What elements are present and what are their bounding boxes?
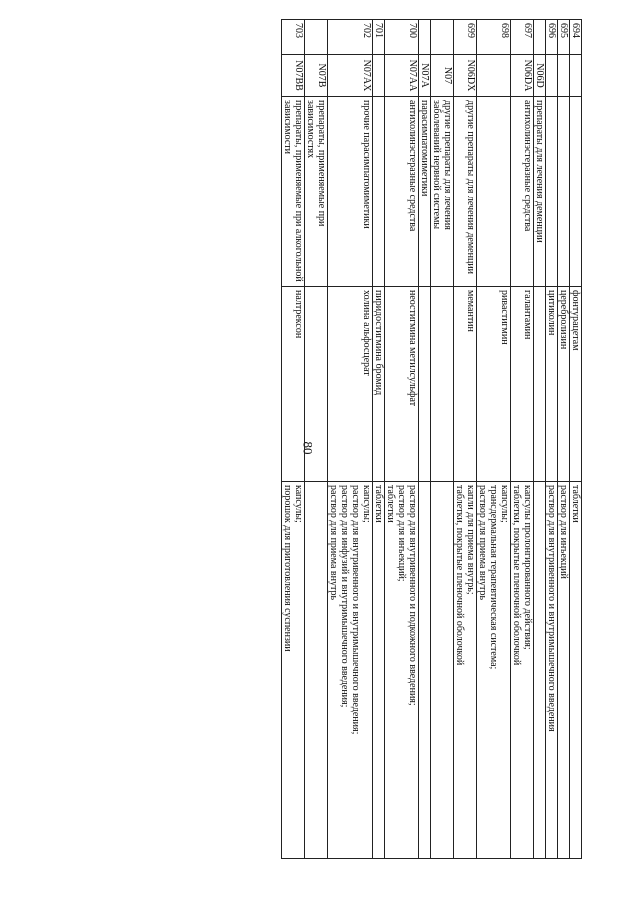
- table-row: [431, 20, 454, 859]
- group-name: антихолинэстеразные средства: [511, 97, 534, 287]
- dosage-forms: [328, 482, 373, 859]
- atc-code: [546, 55, 558, 97]
- dosage-form-item: капсулы;: [499, 485, 510, 523]
- group-name: [558, 97, 570, 287]
- atc-code: [477, 55, 511, 97]
- dosage-forms: [534, 482, 546, 859]
- dosage-form-item: раствор для внутривенного и внутримышечного введения;: [350, 485, 361, 735]
- substance-name: неостигмина метилсульфат: [385, 287, 419, 482]
- atc-code: N06DA: [511, 55, 534, 97]
- substance-name: [305, 287, 328, 482]
- dosage-form-item: капсулы;: [293, 485, 304, 523]
- row-number: 699: [454, 20, 477, 55]
- dosage-form-item: раствор для приема внутрь: [328, 485, 339, 601]
- table-row: [385, 20, 419, 859]
- atc-code: N07B: [305, 55, 328, 97]
- dosage-form-item: капли для приема внутрь;: [465, 485, 476, 595]
- row-number: 695: [558, 20, 570, 55]
- dosage-form-item: таблетки, покрытые пленочной оболочкой: [511, 485, 522, 666]
- table-row: [546, 20, 558, 859]
- substance-name: церебролизин: [558, 287, 570, 482]
- atc-code: [558, 55, 570, 97]
- dosage-form-item: раствор для внутривенного и внутримышечного введения: [546, 485, 557, 732]
- substance-name: [534, 287, 546, 482]
- group-name: [477, 97, 511, 287]
- table-row: [511, 20, 534, 859]
- row-number: [534, 20, 546, 55]
- group-name: препараты для лечения деменции: [534, 97, 546, 287]
- substance-name: [419, 287, 431, 482]
- dosage-form-item: трансдермальная терапевтическая система;: [488, 485, 499, 670]
- substance-name: холина альфосцерат: [328, 287, 373, 482]
- dosage-form-item: таблетки, покрытые пленочной оболочкой: [454, 485, 465, 666]
- group-name: другие препараты для лечения заболеваний нервной системы: [431, 97, 454, 287]
- dosage-form-item: раствор для инъекций: [558, 485, 569, 579]
- dosage-forms: [305, 482, 328, 859]
- row-number: 703: [282, 20, 305, 55]
- row-number: 701: [373, 20, 385, 55]
- table-row: [305, 20, 328, 859]
- substance-name: пиридостигмина бромид: [373, 287, 385, 482]
- group-name: [546, 97, 558, 287]
- row-number: 702: [328, 20, 373, 55]
- table-row: [282, 20, 305, 859]
- table-row: [477, 20, 511, 859]
- group-name: [373, 97, 385, 287]
- table-row: [373, 20, 385, 859]
- dosage-form-item: раствор для инъекций;: [396, 485, 407, 582]
- substance-name: [431, 287, 454, 482]
- dosage-forms: [373, 482, 385, 859]
- row-number: 698: [477, 20, 511, 55]
- substance-name: фонтурацетам: [570, 287, 582, 482]
- dosage-forms: [546, 482, 558, 859]
- drug-list-table-rotated: [92, 19, 582, 859]
- group-name: препараты, применяемые при алкогольной зависимости: [282, 97, 305, 287]
- table-row: [570, 20, 582, 859]
- dosage-form-item: раствор для инфузий и внутримышечного введения;: [339, 485, 350, 708]
- dosage-form-item: таблетки: [570, 485, 581, 523]
- dosage-forms: [558, 482, 570, 859]
- page-number: 80: [300, 441, 316, 455]
- atc-code: N07: [431, 55, 454, 97]
- dosage-forms: [419, 482, 431, 859]
- dosage-forms: [511, 482, 534, 859]
- group-name: парасимпатомиметики: [419, 97, 431, 287]
- table-row: [419, 20, 431, 859]
- table-row: [558, 20, 570, 859]
- substance-name: ривастигмин: [477, 287, 511, 482]
- group-name: другие препараты для лечения деменции: [454, 97, 477, 287]
- atc-code: N06DX: [454, 55, 477, 97]
- dosage-forms: [570, 482, 582, 859]
- drug-list-table: [281, 19, 582, 859]
- dosage-form-item: капсулы;: [361, 485, 372, 523]
- dosage-form-item: таблетки: [385, 485, 396, 523]
- row-number: 694: [570, 20, 582, 55]
- substance-name: мемантин: [454, 287, 477, 482]
- substance-name: налтрексон: [282, 287, 305, 482]
- dosage-forms: [477, 482, 511, 859]
- group-name: прочие парасимпатомиметики: [328, 97, 373, 287]
- table-row: [454, 20, 477, 859]
- table-row: [328, 20, 373, 859]
- atc-code: N07A: [419, 55, 431, 97]
- group-name: [570, 97, 582, 287]
- atc-code: N06D: [534, 55, 546, 97]
- substance-name: галантамин: [511, 287, 534, 482]
- atc-code: N07BB: [282, 55, 305, 97]
- group-name: препараты, применяемые при зависимостях: [305, 97, 328, 287]
- dosage-form-item: раствор для приема внутрь: [477, 485, 488, 601]
- atc-code: N07AA: [385, 55, 419, 97]
- dosage-form-item: порошок для приготовления суспензии: [282, 485, 293, 652]
- row-number: [419, 20, 431, 55]
- table-body: [282, 20, 582, 859]
- group-name: антихолинэстеразные средства: [385, 97, 419, 287]
- substance-name: цитиколин: [546, 287, 558, 482]
- dosage-forms: [431, 482, 454, 859]
- dosage-forms: [385, 482, 419, 859]
- row-number: 700: [385, 20, 419, 55]
- row-number: 697: [511, 20, 534, 55]
- dosage-form-item: капсулы пролонгированного действия;: [522, 485, 533, 650]
- row-number: [305, 20, 328, 55]
- row-number: [431, 20, 454, 55]
- dosage-form-item: раствор для внутривенного и подкожного введения;: [407, 485, 418, 706]
- table-row: [534, 20, 546, 859]
- dosage-forms: [282, 482, 305, 859]
- dosage-forms: [454, 482, 477, 859]
- atc-code: [570, 55, 582, 97]
- row-number: 696: [546, 20, 558, 55]
- dosage-form-item: таблетки: [373, 485, 384, 523]
- atc-code: N07AX: [328, 55, 373, 97]
- atc-code: [373, 55, 385, 97]
